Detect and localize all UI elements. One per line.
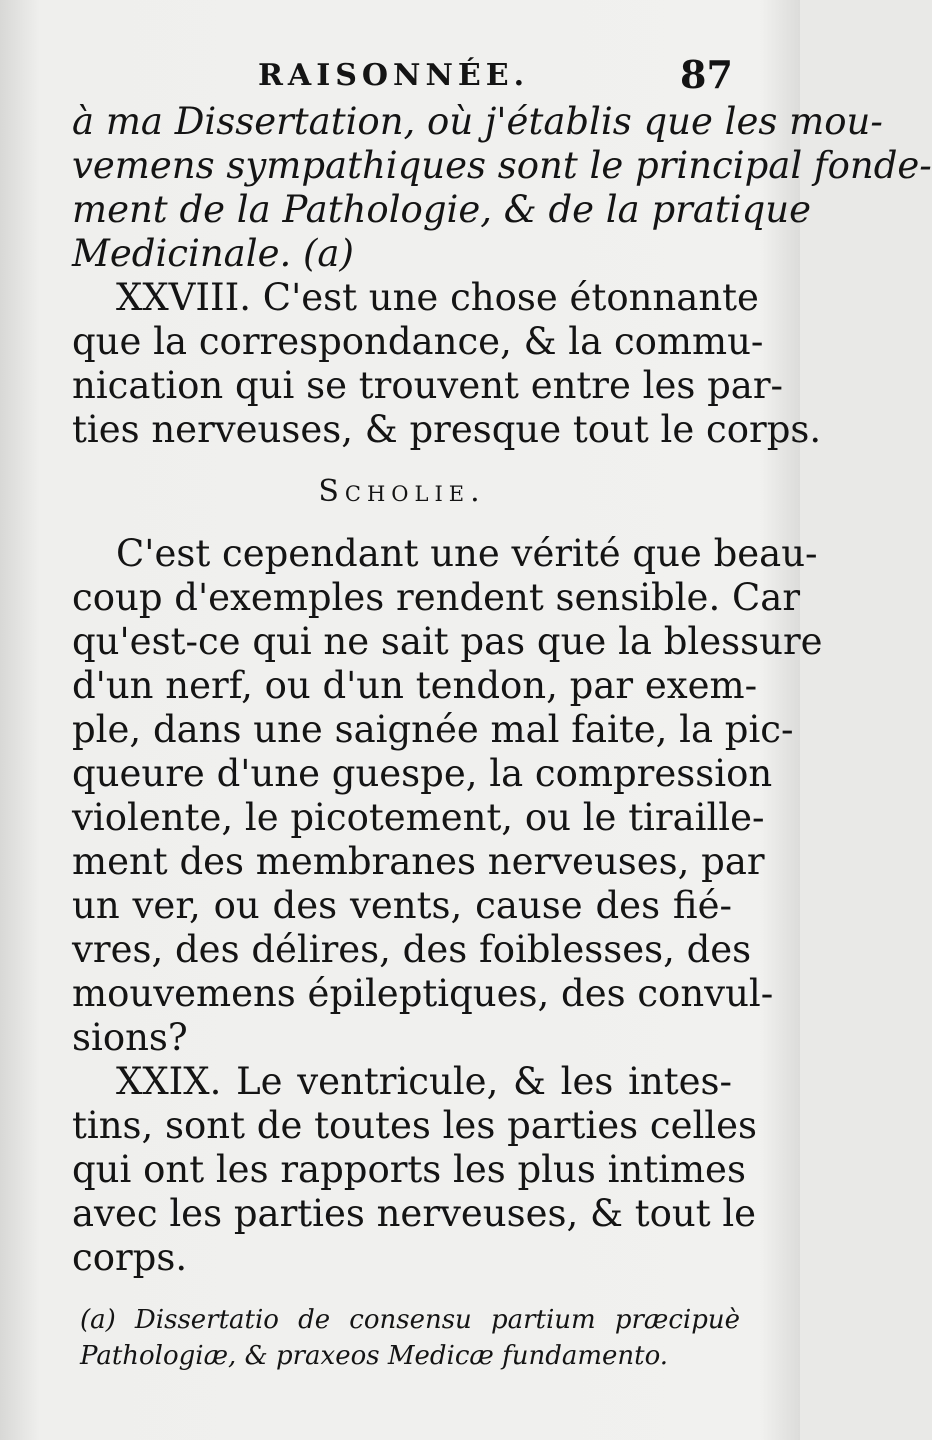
text-line: d'un nerf, ou d'un tendon, par exem- [72,664,758,707]
text-line: sions? [72,1016,188,1059]
text-line: XXIX. Le ventricule, & les intes- [116,1060,732,1103]
text-line: ties nerveuses, & presque tout le corps. [72,408,822,451]
text-line: vres, des délires, des foiblesses, des [72,928,752,971]
text-line: tins, sont de toutes les parties celles [72,1104,758,1147]
text-line: vemens sympathiques sont le principal fonde- [72,144,932,187]
running-title: RAISONNÉE. [258,58,530,93]
page-number: 87 [680,52,733,97]
text-line: nication qui se trouvent entre les par- [72,364,784,407]
text-line: mouvemens épileptiques, des convul- [72,972,774,1015]
text-line: qui ont les rapports les plus intimes [72,1148,746,1191]
text-line: Medicinale. (a) [72,232,354,275]
text-line: queure d'une guespe, la compression [72,752,773,795]
text-line: à ma Dissertation, où j'établis que les mou- [72,100,883,143]
text-line: un ver, ou des vents, cause des fié- [72,884,732,927]
running-head [0,52,800,98]
text-line: coup d'exemples rendent sensible. Car [72,576,801,619]
footnote-line: Pathologiæ, & praxeos Medicæ fundamento. [80,1341,669,1371]
text-line: avec les parties nerveuses, & tout le [72,1192,757,1235]
section-heading: Scholie. [318,474,486,509]
text-line: qu'est-ce qui ne sait pas que la blessure [72,620,823,663]
text-line: corps. [72,1236,188,1279]
body-text [72,100,932,1280]
text-line: ment des membranes nerveuses, par [72,840,765,883]
text-line: C'est cependant une vérité que beau- [116,532,818,575]
text-line: XXVIII. C'est une chose étonnante [116,276,759,319]
text-line: ple, dans une saignée mal faite, la pic- [72,708,794,751]
footnote-line: (a) Dissertatio de consensu partium præcipuè [80,1305,740,1335]
text-line: ment de la Pathologie, & de la pratique [72,188,811,231]
footnote [80,1302,740,1374]
text-line: violente, le picotement, ou le tiraille- [72,796,765,839]
text-line: que la correspondance, & la commu- [72,320,764,363]
